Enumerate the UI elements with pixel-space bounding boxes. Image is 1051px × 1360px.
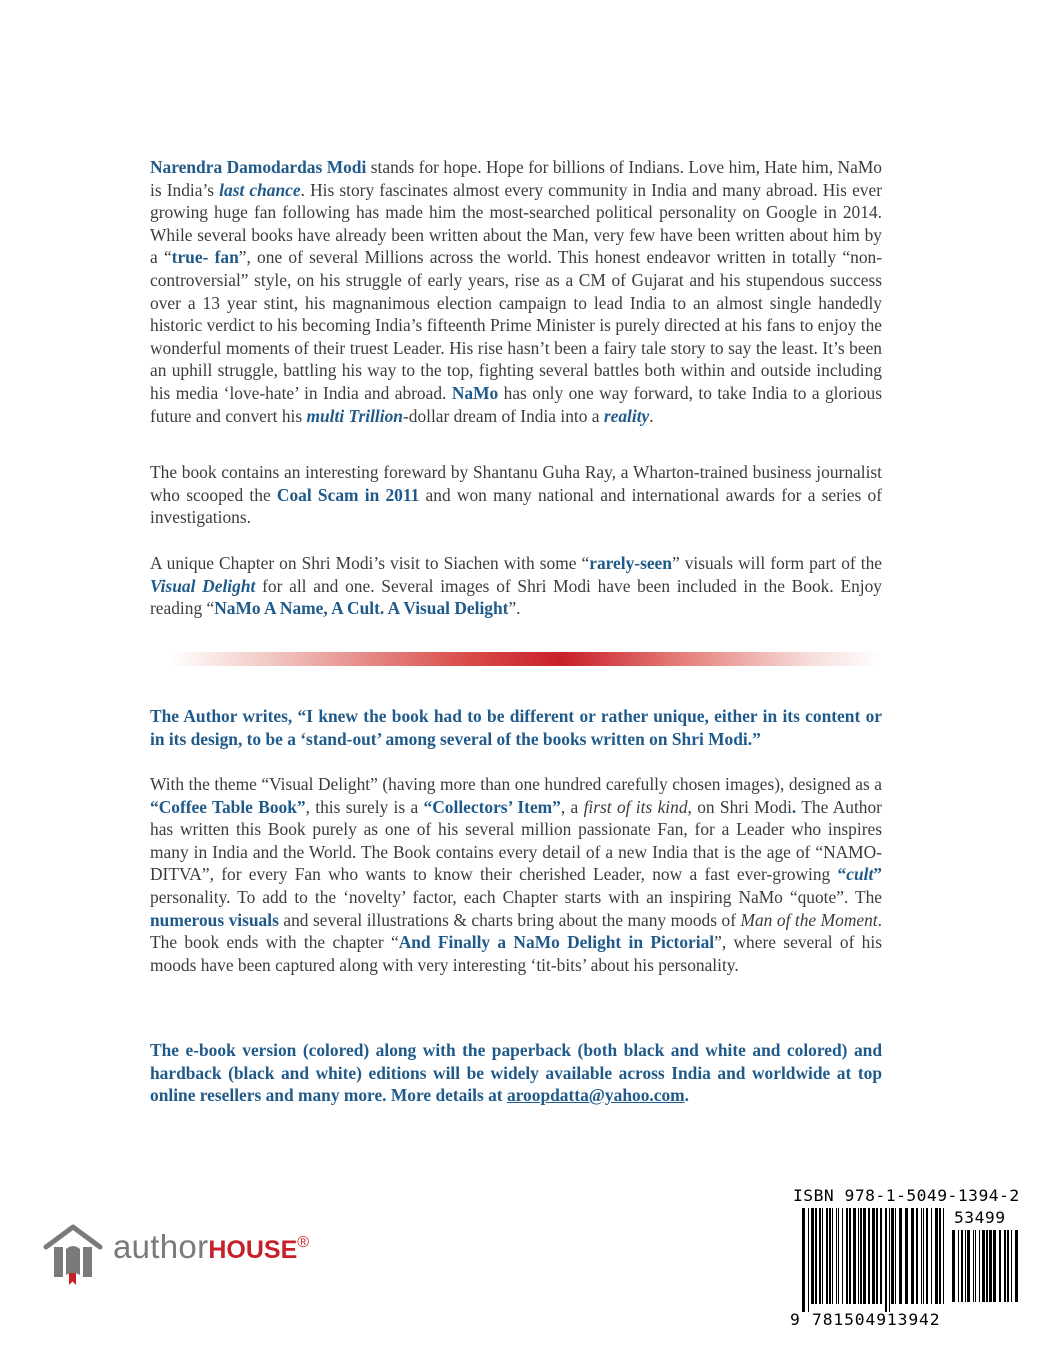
barcode-bar xyxy=(975,1230,976,1302)
price-code: 53499 xyxy=(954,1208,1006,1227)
barcode-bar xyxy=(1004,1230,1006,1302)
barcode-bar xyxy=(868,1208,870,1304)
barcode-bar xyxy=(999,1230,1001,1302)
barcode-bar xyxy=(973,1230,974,1302)
barcode-lead-digit: 9 xyxy=(790,1310,800,1329)
barcode-bar xyxy=(965,1230,966,1302)
barcode-bar xyxy=(958,1230,959,1302)
barcode-bar xyxy=(808,1208,809,1312)
barcode-bar xyxy=(822,1208,823,1304)
barcode-bar xyxy=(863,1208,866,1304)
red-gradient-divider xyxy=(170,652,882,666)
barcode-bar xyxy=(838,1208,839,1304)
name-bold: Narendra Damodardas Modi xyxy=(150,157,367,177)
barcode-bar xyxy=(1011,1230,1012,1302)
barcode-bar xyxy=(926,1208,928,1304)
barcode-bar xyxy=(880,1208,882,1304)
barcode-bar xyxy=(967,1230,970,1302)
isbn-label: ISBN 978-1-5049-1394-2 xyxy=(793,1186,1020,1205)
barcode-bar xyxy=(943,1208,944,1304)
barcode-bar xyxy=(846,1208,848,1304)
editions-paragraph: The e-book version (colored) along with the paperback (both black and white and colored) and hardback (black and white) editions will be widely available across India and worldwide at top online resellers and many more. More details at aroopdatta@yahoo.com. xyxy=(150,1040,882,1106)
barcode-bar xyxy=(872,1208,875,1304)
publisher-name: authorHOUSE® xyxy=(113,1228,310,1265)
barcode-bar xyxy=(885,1208,887,1312)
isbn-barcode xyxy=(802,1208,948,1312)
barcode-number: 781504913942 xyxy=(812,1310,941,1329)
barcode-bar xyxy=(842,1208,843,1304)
barcode-bar xyxy=(891,1208,894,1304)
barcode-bar xyxy=(993,1230,996,1302)
description-paragraph-5: With the theme “Visual Delight” (having more than one hundred carefully chosen images), designed as a “Coffee Table Book”, this surely is a “Collectors’ Item”, a first of its kind, on Shri Modi. The Author has written this Book purely as one of his several million passionate Fan, for a Leader who inspires many in India and the World. The Book contains every detail of a new India that is the age of “NAMO-DITVA”, for every Fan who wants to know their cherished Leader, now a fast ever-growing “cult” personality. To add to the ‘novelty’ factor, each Chapter starts with an inspiring NaMo “quote”. The numerous visuals and several illustrations & charts bring about the many moods of Man of the Moment. The book ends with the chapter “And Finally a NaMo Delight in Pictorial”, where several of his moods have been captured along with very interesting ‘tit-bits’ about his personality. xyxy=(150,774,882,975)
barcode-bar xyxy=(923,1208,924,1304)
description-paragraph-1: Narendra Damodardas Modi stands for hope. Hope for billions of Indians. Love him, Hate him, NaMo is India’s last chance. His story fascinates almost every community in India and many abroad. His ever growing huge fan following has made him the most-searched political personality on Google in 2014. While several books have already been written about the Man, very few have been written about him by a “true- fan”, one of several Millions across the world. This honest endeavor written in totally “non-controversial” style, on his struggle of early years, rise as a CM of Gujarat and his stupendous success over a 13 year stint, his magnanimous election campaign to lead India to an almost single handedly historic verdict to his becoming India’s fifteenth Prime Minister is purely directed at his fans to enjoy the wonderful moments of their truest Leader. His rise hasn’t been a fairy tale story to say the least. It’s been an uphill struggle, battling his way to the top, fighting several battles both within and outside including his media ‘love-hate’ in India and abroad. NaMo has only one way forward, to take India to a glorious future and convert his multi Trillion-dollar dream of India into a reality. xyxy=(150,157,882,426)
barcode-bar xyxy=(895,1208,896,1304)
barcode-bar xyxy=(829,1208,831,1304)
barcode-bar xyxy=(911,1208,914,1304)
barcode-bar xyxy=(986,1230,988,1302)
barcode-bar xyxy=(889,1208,890,1312)
author-quote-paragraph: The Author writes, “I knew the book had to be different or rather unique, either in its content or in its design, to be a ‘stand-out’ among several of the books written on Shri Modi.” xyxy=(150,706,882,749)
barcode-bar xyxy=(826,1208,828,1304)
barcode-bar xyxy=(931,1208,932,1304)
barcode-bar xyxy=(989,1230,992,1302)
barcode-bar xyxy=(853,1208,856,1304)
barcode-bar xyxy=(952,1230,955,1302)
barcode-bar xyxy=(961,1230,963,1302)
barcode-bar xyxy=(815,1208,817,1304)
barcode-bar xyxy=(849,1208,851,1304)
barcode-bar xyxy=(979,1230,980,1302)
email-link[interactable]: aroopdatta@yahoo.com xyxy=(506,1085,685,1106)
barcode-bar xyxy=(819,1208,821,1304)
barcode-bar xyxy=(876,1208,878,1304)
barcode-bar xyxy=(1007,1230,1009,1302)
barcode-bar xyxy=(935,1208,938,1304)
barcode-bar xyxy=(916,1208,918,1304)
barcode-bar xyxy=(802,1208,805,1312)
barcode-bar xyxy=(939,1208,941,1304)
barcode-bar xyxy=(905,1208,908,1304)
barcode-bar xyxy=(860,1208,862,1304)
description-paragraph-3: A unique Chapter on Shri Modi’s visit to Siachen with some “rarely-seen” visuals will form part of the Visual Delight for all and one. Several images of Shri Modi have been included in the Book. Enjoy reading “NaMo A Name, A Cult. A Visual Delight”. xyxy=(150,553,882,619)
barcode-bar xyxy=(921,1208,922,1304)
barcode-bar xyxy=(832,1208,833,1304)
barcode-bar xyxy=(982,1230,985,1302)
barcode-bar xyxy=(1015,1230,1018,1302)
barcode-bar xyxy=(836,1208,837,1304)
barcode-bar xyxy=(899,1208,902,1304)
description-paragraph-2: The book contains an interesting foreward by Shantanu Guha Ray, a Wharton-trained business journalist who scooped the Coal Scam in 2011 and won many national and international awards for a series of investigations. xyxy=(150,462,882,528)
barcode-bar xyxy=(811,1208,814,1304)
price-barcode xyxy=(952,1230,1022,1310)
house-book-icon xyxy=(42,1217,104,1287)
barcode-bar xyxy=(858,1208,859,1304)
